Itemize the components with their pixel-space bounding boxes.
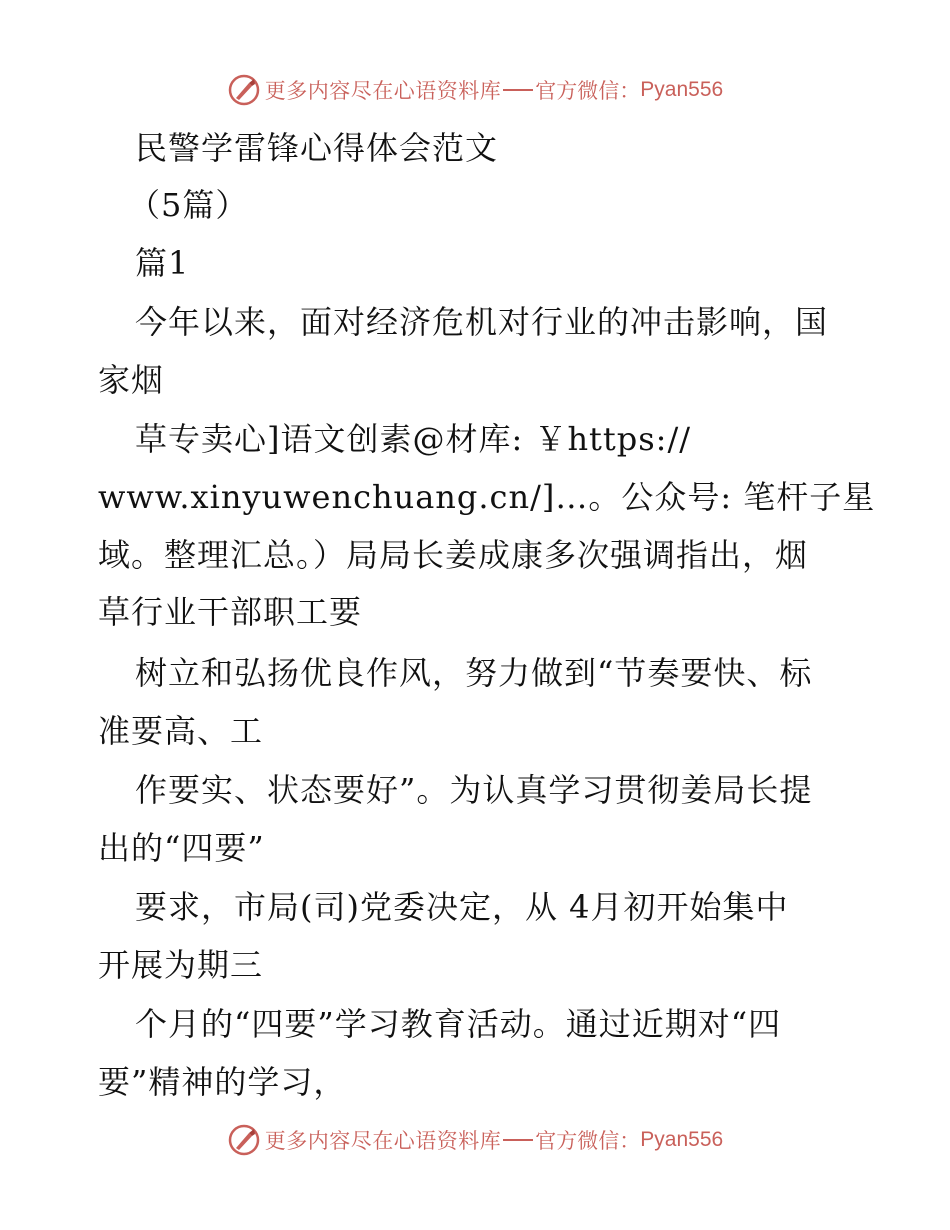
paragraph-line: 要求，市局(司)党委决定，从 4月初开始集中 [135, 888, 789, 926]
banner-text: 更多内容尽在心语资料库 [264, 79, 502, 103]
paragraph-line: 今年以来，面对经济危机对行业的冲击影响，国 [135, 303, 829, 341]
banner-text: 更多内容尽在心语资料库 [264, 1129, 502, 1153]
paragraph-line: 个月的“四要”学习教育活动。通过近期对“四 [135, 1005, 782, 1043]
wechat-label: 官方微信： [535, 1129, 641, 1153]
wechat-id: Pyan556 [640, 1128, 724, 1151]
paragraph-line: 准要高、工 [98, 712, 264, 750]
paragraph-line: 要”精神的学习， [98, 1063, 347, 1101]
paragraph-line: 家烟 [98, 361, 165, 399]
section-heading: 篇1 [135, 244, 190, 282]
document-subtitle: （5篇） [128, 186, 249, 224]
footer-banner [0, 1120, 950, 1160]
paragraph-line: 域。整理汇总。）局局长姜成康多次强调指出，烟 [98, 536, 809, 574]
paragraph-line: www.xinyuwenchuang.cn/]…。公众号: 笔杆子星 [98, 478, 876, 516]
paragraph-line: 树立和弘扬优良作风，努力做到“节奏要快、标 [135, 654, 813, 692]
paragraph-line: 出的“四要” [98, 829, 265, 867]
wechat-id: Pyan556 [640, 78, 724, 101]
wechat-label: 官方微信： [535, 79, 641, 103]
pen-logo-icon [227, 1123, 261, 1157]
paragraph-line: 作要实、状态要好”。为认真学习贯彻姜局长提 [135, 771, 813, 809]
paragraph-line: 草专卖心]语文创素@材库: ￥https:// [135, 420, 692, 458]
paragraph-line: 开展为期三 [98, 946, 264, 984]
document-title: 民警学雷锋心得体会范文 [135, 129, 499, 167]
paragraph-line: 草行业干部职工要 [98, 593, 363, 631]
banner-divider [503, 1139, 533, 1141]
